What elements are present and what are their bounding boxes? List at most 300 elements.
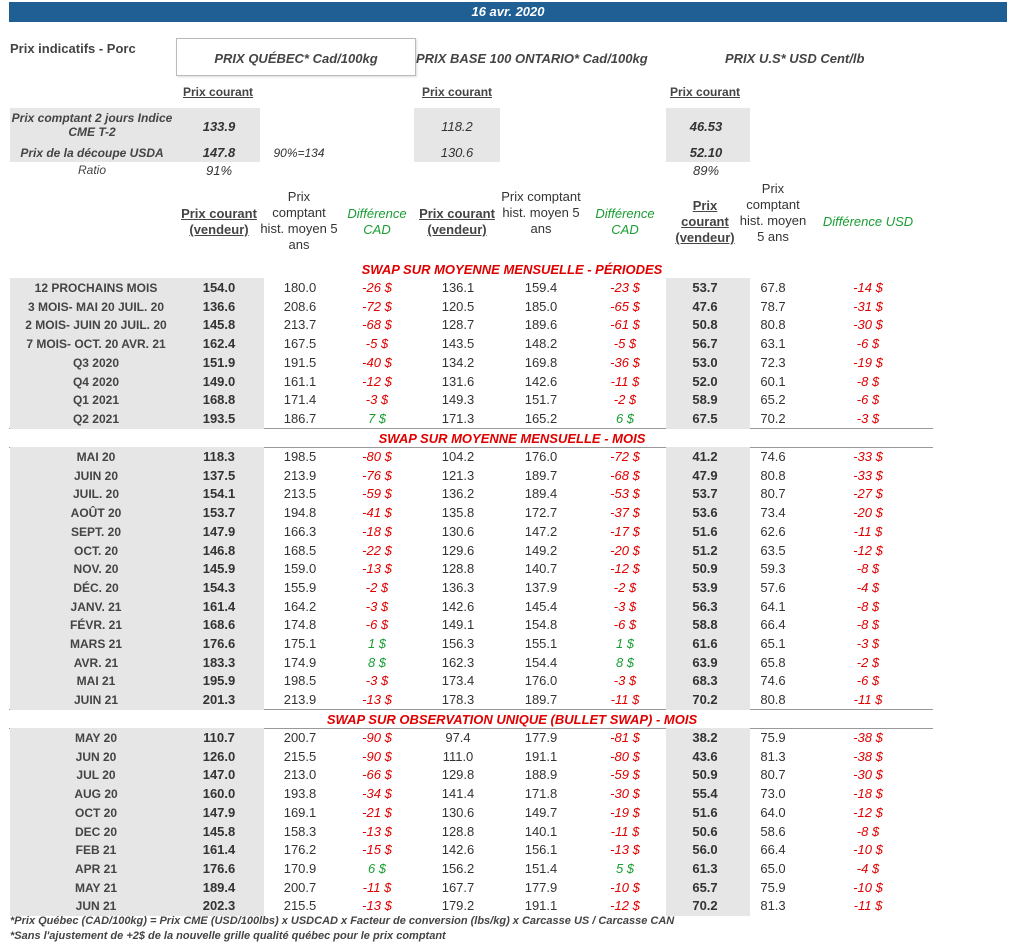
qc-hist-cell: 200.7	[283, 879, 317, 895]
us-current-cell: 50.6	[692, 823, 718, 839]
on-hist-cell: 142.6	[524, 373, 558, 389]
section-title-periods: SWAP SUR MOYENNE MENSUELLE - PÉRIODES	[361, 262, 663, 277]
on-hist-cell: 191.1	[524, 748, 558, 764]
us-hist-cell: 78.7	[760, 298, 786, 314]
on-current-cell: 142.6	[441, 842, 475, 858]
us-current-cell: 65.7	[692, 879, 718, 895]
qc-hist-cell: 191.5	[283, 354, 317, 370]
qc-diff-cell: -2 $	[365, 579, 389, 595]
qc-diff-cell: 8 $	[367, 654, 387, 670]
on-current-column-header: Prix courant (vendeur)	[419, 206, 495, 237]
row-label: 2 MOIS- JUIN 20 JUIL. 20	[25, 318, 167, 333]
qc-diff-cell: 1 $	[367, 636, 387, 651]
row-label: MAI 21	[76, 674, 116, 689]
us-current-cell: 61.6	[692, 636, 718, 651]
on-hist-cell: 171.8	[524, 786, 558, 802]
qc-current-cell: 147.9	[202, 523, 236, 539]
on-diff-cell: -59 $	[610, 767, 640, 783]
qc-current-cell: 189.4	[202, 879, 236, 895]
us-current-cell: 53.0	[692, 354, 718, 370]
qc-hist-cell: 171.4	[283, 392, 317, 408]
us-hist-cell: 80.7	[760, 767, 786, 783]
us-hist-cell: 63.5	[760, 542, 786, 558]
on-hist-cell: 155.1	[524, 636, 558, 651]
on-hist-cell: 140.7	[524, 561, 558, 577]
row-label: 12 PROCHAINS MOIS	[34, 281, 158, 295]
qc-current-cell: 145.8	[202, 823, 236, 839]
row-label: OCT 20	[74, 805, 117, 820]
qc-hist-cell: 215.5	[283, 748, 317, 764]
us-diff-cell: -8 $	[856, 561, 880, 577]
on-current-cell: 141.4	[441, 786, 475, 802]
qc-hist-cell: 213.5	[283, 486, 317, 502]
qc-current-cell: 145.8	[202, 317, 236, 333]
qc-diff-cell: -21 $	[362, 804, 392, 820]
us-diff-cell: -11 $	[853, 898, 883, 914]
us-current-cell: 68.3	[692, 673, 718, 689]
qc-diff-cell: -40 $	[362, 354, 392, 370]
qc-current-cell: 147.9	[202, 804, 236, 820]
qc-hist-cell: 174.8	[283, 617, 317, 633]
on-diff-cell: -3 $	[613, 598, 637, 614]
qc-current-cell: 160.0	[202, 786, 236, 802]
row-label: SEPT. 20	[70, 524, 122, 539]
on-diff-cell: 1 $	[615, 636, 635, 651]
on-hist-cell: 151.7	[524, 392, 558, 408]
us-current-cell: 47.9	[692, 467, 718, 483]
on-cutout-value: 130.6	[440, 145, 474, 160]
qc-hist-cell: 169.1	[283, 804, 317, 820]
on-diff-cell: -53 $	[610, 486, 640, 502]
us-current-cell: 43.6	[692, 748, 718, 764]
on-hist-cell: 140.1	[524, 823, 558, 839]
on-current-cell: 149.3	[441, 392, 475, 408]
row-label: JUIL. 20	[72, 487, 120, 502]
qc-hist-cell: 168.5	[283, 542, 317, 558]
on-diff-cell: -20 $	[610, 542, 640, 558]
us-current-cell: 56.0	[692, 842, 718, 858]
on-hist-column-header: Prix comptant hist. moyen 5 ans	[501, 189, 581, 236]
on-diff-cell: -2 $	[613, 392, 637, 408]
on-current-cell: 120.5	[441, 298, 475, 314]
section-title-bullet: SWAP SUR OBSERVATION UNIQUE (BULLET SWAP) - MOIS	[326, 712, 698, 727]
on-current-cell: 128.8	[441, 561, 475, 577]
us-hist-cell: 64.0	[760, 804, 786, 820]
us-current-cell: 70.2	[692, 692, 718, 708]
on-hist-cell: 176.0	[524, 449, 558, 464]
qc-current-cell: 154.0	[202, 280, 236, 295]
us-hist-cell: 60.1	[760, 373, 786, 389]
qc-current-cell: 147.0	[202, 767, 236, 783]
row-label: JANV. 21	[70, 599, 122, 614]
on-current-cell: 173.4	[441, 673, 475, 689]
qc-hist-cell: 161.1	[283, 373, 317, 389]
us-hist-cell: 73.0	[760, 786, 786, 802]
on-hist-cell: 147.2	[524, 523, 558, 539]
us-current-cell: 53.9	[692, 579, 718, 595]
qc-diff-cell: -13 $	[362, 561, 392, 577]
qc-current-cell: 176.6	[202, 860, 236, 876]
us-hist-cell: 70.2	[760, 410, 786, 426]
on-current-cell: 136.3	[441, 579, 475, 595]
on-hist-cell: 172.7	[524, 505, 558, 521]
us-hist-cell: 59.3	[760, 561, 786, 577]
us-hist-cell: 67.8	[760, 280, 786, 295]
qc-hist-column-header: Prix comptant hist. moyen 5 ans	[260, 189, 338, 252]
on-diff-cell: 6 $	[615, 410, 635, 426]
quebec-price-header: PRIX QUÉBEC* Cad/100kg	[214, 51, 378, 66]
qc-diff-cell: -11 $	[362, 879, 392, 895]
on-current-cell: 167.7	[441, 879, 475, 895]
us-hist-cell: 64.1	[760, 598, 786, 614]
us-diff-cell: -18 $	[853, 786, 883, 802]
us-diff-cell: -11 $	[853, 692, 883, 708]
qc-diff-cell: -59 $	[362, 486, 392, 502]
on-current-cell: 135.8	[441, 505, 475, 521]
qc-hist-cell: 155.9	[283, 579, 317, 595]
us-current-cell: 51.6	[692, 523, 718, 539]
on-hist-cell: 137.9	[524, 579, 558, 595]
qc-current-cell: 137.5	[202, 467, 236, 483]
row-label: JUIN 20	[73, 468, 119, 483]
us-current-cell: 56.7	[692, 336, 718, 352]
qc-current-cell: 110.7	[203, 730, 235, 745]
qc-current-cell: 193.5	[202, 410, 236, 426]
us-cutout-value: 52.10	[689, 145, 723, 160]
row-label: AUG 20	[74, 787, 118, 802]
us-hist-cell: 80.8	[760, 692, 786, 708]
on-diff-cell: -61 $	[610, 317, 640, 333]
us-current-cell: 50.9	[692, 561, 718, 577]
qc-current-cell: 168.6	[202, 617, 236, 633]
qc-current-column-header: Prix courant (vendeur)	[181, 206, 257, 237]
ontario-current-label: Prix courant	[422, 85, 493, 99]
on-hist-cell: 188.9	[524, 767, 558, 783]
footnote-formula: *Prix Québec (CAD/100kg) = Prix CME (USD/100lbs) x USDCAD x Facteur de conversion (lbs/kg) x Carcasse US / Carcasse CAN	[10, 915, 675, 927]
on-current-cell: 111.0	[442, 748, 474, 764]
qc-current-cell: 136.6	[202, 298, 236, 314]
us-current-cell: 50.9	[692, 767, 718, 783]
summary-cutout-label: Prix de la découpe USDA	[20, 146, 164, 160]
summary-cash-label: Prix comptant 2 jours Indice CME T-2	[11, 111, 173, 139]
qc-diff-cell: -66 $	[362, 767, 392, 783]
date-banner	[9, 2, 1007, 22]
qc-diff-cell: -68 $	[362, 317, 392, 333]
qc-diff-cell: -90 $	[362, 748, 392, 764]
qc-hist-cell: 193.8	[283, 786, 317, 802]
page-title: Prix indicatifs - Porc	[10, 41, 136, 56]
on-current-cell: 130.6	[441, 523, 475, 539]
us-current-cell: 53.7	[692, 486, 718, 502]
us-current-cell: 47.6	[692, 298, 718, 314]
us-diff-cell: -6 $	[856, 392, 880, 408]
on-current-cell: 128.7	[441, 317, 475, 333]
qc-hist-cell: 175.1	[283, 636, 317, 651]
us-hist-cell: 72.3	[760, 354, 786, 370]
us-hist-cell: 81.3	[760, 898, 786, 914]
qc-hist-cell: 159.0	[283, 561, 317, 577]
qc-current-cell: 176.6	[202, 636, 236, 651]
qc-current-cell: 202.3	[202, 898, 236, 914]
qc-current-cell: 161.4	[202, 598, 236, 614]
on-current-cell: 143.5	[441, 336, 475, 352]
on-diff-cell: -37 $	[610, 505, 640, 521]
row-label: 3 MOIS- MAI 20 JUIL. 20	[27, 299, 165, 314]
us-diff-cell: -6 $	[856, 673, 880, 689]
row-label: MAY 20	[74, 731, 118, 745]
qc-hist-cell: 200.7	[283, 730, 317, 745]
on-diff-column-header: Différence CAD	[595, 206, 655, 237]
on-current-cell: 156.2	[441, 860, 475, 876]
us-hist-cell: 65.2	[760, 392, 786, 408]
us-ratio-value: 89%	[692, 163, 720, 178]
us-hist-cell: 75.9	[760, 879, 786, 895]
qc-current-cell: 145.9	[202, 561, 236, 577]
on-hist-cell: 177.9	[524, 730, 558, 745]
row-label: DEC 20	[74, 824, 118, 839]
qc-hist-cell: 174.9	[283, 654, 317, 670]
us-diff-cell: -3 $	[856, 636, 880, 651]
qc-diff-cell: -3 $	[365, 598, 389, 614]
qc-current-cell: 154.1	[202, 486, 236, 502]
qc-current-cell: 162.4	[202, 336, 236, 352]
on-current-cell: 129.6	[441, 542, 475, 558]
qc-current-cell: 126.0	[202, 748, 236, 764]
on-hist-cell: 154.4	[524, 654, 558, 670]
on-current-cell: 136.1	[441, 280, 475, 295]
qc-diff-cell: -22 $	[362, 542, 392, 558]
on-hist-cell: 148.2	[524, 336, 558, 352]
row-label: MARS 21	[69, 637, 122, 651]
row-label: JUIN 21	[73, 693, 119, 708]
qc-hist-cell: 198.5	[283, 673, 317, 689]
us-diff-cell: -12 $	[853, 542, 883, 558]
on-hist-cell: 189.7	[524, 692, 558, 708]
us-diff-cell: -8 $	[856, 598, 880, 614]
on-diff-cell: -6 $	[613, 617, 637, 633]
qc-diff-cell: -15 $	[362, 842, 392, 858]
row-label: JUL 20	[76, 768, 116, 783]
qc-hist-cell: 198.5	[283, 449, 317, 464]
us-current-cell: 53.6	[692, 505, 718, 521]
on-diff-cell: -19 $	[610, 804, 640, 820]
on-diff-cell: -2 $	[613, 579, 637, 595]
us-price-header: PRIX U.S* USD Cent/lb	[725, 51, 865, 66]
on-hist-cell: 145.4	[524, 598, 558, 614]
us-diff-cell: -10 $	[853, 842, 883, 858]
qc-hist-cell: 170.9	[283, 860, 317, 876]
on-diff-cell: -13 $	[610, 842, 640, 858]
us-current-cell: 52.0	[692, 373, 718, 389]
us-hist-cell: 80.8	[760, 317, 786, 333]
us-current-cell: 51.2	[692, 542, 718, 558]
us-hist-cell: 66.4	[760, 842, 786, 858]
us-diff-cell: -8 $	[856, 823, 880, 839]
on-diff-cell: -12 $	[610, 898, 640, 914]
row-label: 7 MOIS- OCT. 20 AVR. 21	[26, 337, 166, 352]
on-current-cell: 129.8	[441, 767, 475, 783]
qc-hist-cell: 213.0	[283, 767, 317, 783]
us-current-label: Prix courant	[670, 85, 741, 99]
on-current-cell: 104.2	[441, 449, 475, 464]
us-current-cell: 67.5	[692, 410, 718, 426]
us-hist-cell: 74.6	[760, 673, 786, 689]
on-diff-cell: -11 $	[610, 823, 640, 839]
on-current-cell: 171.3	[441, 410, 475, 426]
on-current-cell: 121.3	[441, 467, 475, 483]
on-hist-cell: 159.4	[524, 280, 558, 295]
qc-hist-cell: 164.2	[283, 598, 317, 614]
qc-diff-cell: 7 $	[367, 410, 387, 426]
report-date: 16 avr. 2020	[471, 4, 545, 19]
qc-current-cell: 149.0	[202, 373, 236, 389]
on-diff-cell: -81 $	[610, 730, 640, 745]
qc-diff-cell: -76 $	[362, 467, 392, 483]
row-label: Q4 2020	[72, 374, 120, 389]
us-current-cell: 58.9	[692, 392, 718, 408]
us-hist-cell: 65.8	[760, 654, 786, 670]
on-diff-cell: -36 $	[610, 354, 640, 370]
us-hist-cell: 62.6	[760, 523, 786, 539]
on-diff-cell: -12 $	[610, 561, 640, 577]
on-hist-cell: 165.2	[524, 410, 558, 426]
on-diff-cell: -11 $	[610, 373, 640, 389]
us-hist-cell: 57.6	[760, 579, 786, 595]
on-hist-cell: 149.7	[524, 804, 558, 820]
on-diff-cell: -72 $	[610, 449, 640, 464]
us-current-cell: 61.3	[692, 860, 718, 876]
on-hist-cell: 177.9	[524, 879, 558, 895]
qc-hist-cell: 158.3	[283, 823, 317, 839]
qc-hist-cell: 186.7	[283, 410, 317, 426]
on-current-cell: 156.3	[441, 636, 475, 651]
us-current-cell: 56.3	[692, 598, 718, 614]
qc-hist-cell: 167.5	[283, 336, 317, 352]
on-hist-cell: 151.4	[524, 860, 558, 876]
ontario-price-header: PRIX BASE 100 ONTARIO* Cad/100kg	[416, 51, 648, 66]
us-hist-cell: 81.3	[760, 748, 786, 764]
row-label: FEB 21	[75, 843, 117, 858]
qc-current-cell: 201.3	[202, 692, 236, 708]
qc-current-cell: 154.3	[202, 579, 236, 595]
qc-diff-cell: -34 $	[362, 786, 392, 802]
us-diff-cell: -12 $	[853, 804, 883, 820]
us-hist-cell: 65.1	[760, 636, 786, 651]
on-current-cell: 134.2	[441, 354, 475, 370]
qc-diff-cell: -3 $	[365, 673, 389, 689]
qc-diff-cell: -41 $	[362, 505, 392, 521]
us-current-cell: 50.8	[692, 317, 718, 333]
on-hist-cell: 191.1	[524, 898, 558, 914]
on-diff-cell: -11 $	[610, 692, 640, 708]
us-current-cell: 51.6	[692, 804, 718, 820]
us-diff-cell: -30 $	[853, 317, 883, 333]
qc-hist-cell: 166.3	[283, 523, 317, 539]
us-diff-cell: -30 $	[853, 767, 883, 783]
on-current-cell: 179.2	[441, 898, 475, 914]
us-diff-cell: -20 $	[853, 505, 883, 521]
on-diff-cell: -3 $	[613, 673, 637, 689]
us-hist-cell: 80.8	[760, 467, 786, 483]
on-hist-cell: 154.8	[524, 617, 558, 633]
qc-hist-cell: 213.9	[283, 467, 317, 483]
section-title-months: SWAP SUR MOYENNE MENSUELLE - MOIS	[378, 431, 646, 446]
row-label: Q3 2020	[72, 355, 120, 370]
us-hist-column-header: Prix comptant hist. moyen 5 ans	[739, 181, 807, 244]
us-diff-cell: -27 $	[853, 486, 883, 502]
qc-diff-cell: -12 $	[362, 373, 392, 389]
on-diff-cell: -68 $	[610, 467, 640, 483]
us-current-cell: 55.4	[692, 786, 718, 802]
qc-hist-cell: 213.7	[283, 317, 317, 333]
us-current-cell: 63.9	[692, 654, 718, 670]
us-hist-cell: 65.0	[760, 860, 786, 876]
qc-hist-cell: 215.5	[283, 898, 317, 914]
footnote-adjustment: *Sans l'ajustement de +2$ de la nouvelle grille qualité québec pour le prix comptant	[10, 930, 446, 942]
us-current-column-header: Prix courant (vendeur)	[675, 198, 735, 245]
us-hist-cell: 73.4	[760, 505, 786, 521]
qc-cash-value: 133.9	[202, 119, 236, 134]
us-diff-cell: -33 $	[853, 449, 883, 464]
qc-diff-cell: -6 $	[365, 617, 389, 633]
qc-current-cell: 161.4	[202, 842, 236, 858]
us-current-cell: 53.7	[692, 280, 718, 295]
row-label: Q1 2021	[72, 393, 120, 408]
on-diff-cell: 5 $	[615, 860, 635, 876]
on-hist-cell: 189.7	[524, 467, 558, 483]
on-hist-cell: 185.0	[524, 298, 558, 314]
qc-hist-cell: 180.0	[283, 280, 317, 295]
on-current-cell: 97.4	[445, 730, 471, 745]
us-hist-cell: 58.6	[760, 823, 786, 839]
on-diff-cell: -23 $	[610, 280, 640, 295]
qc-hist-cell: 208.6	[283, 298, 317, 314]
qc-hist-cell: 194.8	[283, 505, 317, 521]
on-current-cell: 162.3	[441, 654, 475, 670]
on-hist-cell: 176.0	[524, 673, 558, 689]
on-diff-cell: -10 $	[610, 879, 640, 895]
on-current-cell: 128.8	[441, 823, 475, 839]
on-current-cell: 142.6	[441, 598, 475, 614]
on-current-cell: 130.6	[441, 804, 475, 820]
row-label: NOV. 20	[73, 562, 119, 577]
qc-diff-cell: -80 $	[362, 449, 392, 464]
us-hist-cell: 75.9	[760, 730, 786, 745]
qc-diff-cell: -72 $	[362, 298, 392, 314]
us-current-cell: 70.2	[692, 898, 718, 914]
on-diff-cell: -5 $	[613, 336, 637, 352]
us-diff-cell: -3 $	[856, 410, 880, 426]
on-diff-cell: -65 $	[610, 298, 640, 314]
us-hist-cell: 80.7	[760, 486, 786, 502]
us-cash-value: 46.53	[689, 119, 723, 134]
us-diff-cell: -11 $	[853, 523, 883, 539]
us-diff-cell: -2 $	[856, 654, 880, 670]
on-hist-cell: 156.1	[524, 842, 558, 858]
us-diff-cell: -38 $	[853, 748, 883, 764]
on-diff-cell: -17 $	[610, 523, 640, 539]
qc-diff-cell: 6 $	[367, 860, 387, 876]
qc-cutout-note: 90%=134	[273, 146, 325, 160]
us-current-cell: 38.2	[692, 730, 718, 745]
on-hist-cell: 189.6	[524, 317, 558, 333]
us-current-cell: 58.8	[692, 617, 718, 633]
qc-diff-cell: -13 $	[362, 692, 392, 708]
qc-current-cell: 153.7	[202, 505, 236, 521]
qc-diff-cell: -90 $	[362, 730, 392, 745]
qc-current-cell: 168.8	[202, 392, 236, 408]
us-diff-cell: -10 $	[853, 879, 883, 895]
